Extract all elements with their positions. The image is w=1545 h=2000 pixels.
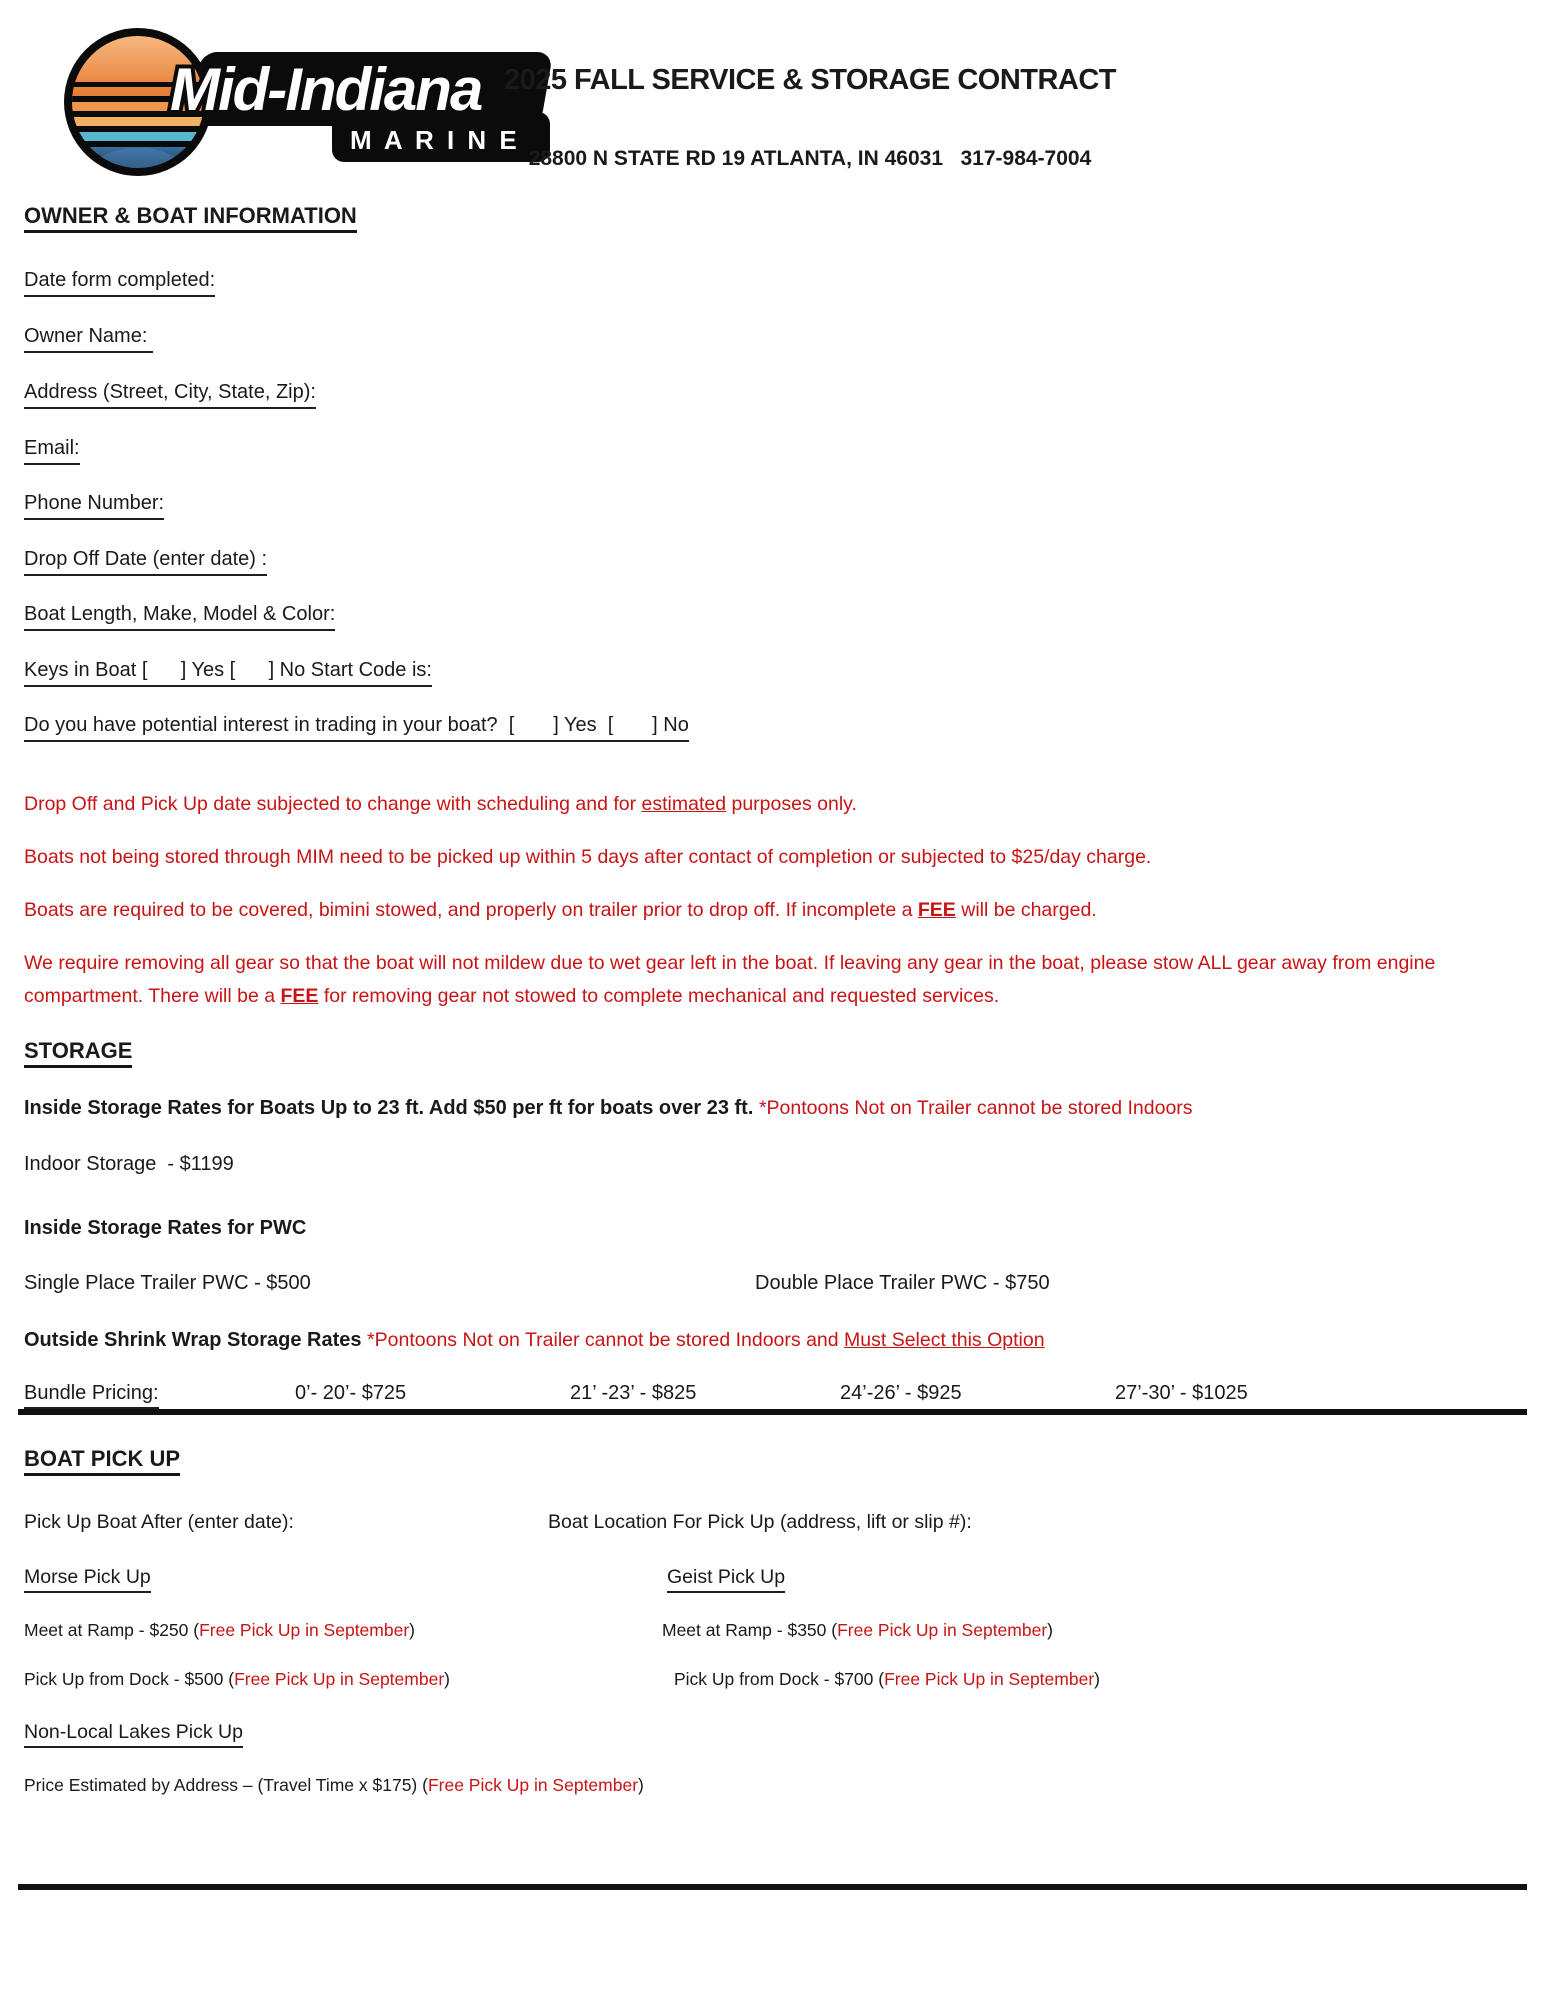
notice-remove-gear: We require removing all gear so that the boat will not mildew due to wet gear left in the boat. If leaving any gear in the boat, please stow ALL gear away from engine compartment. There will be a FEE for removing gear not stowed to complete mechanical and requested services. [24,952,1441,1007]
nonlocal-heading: Non-Local Lakes Pick Up [24,1721,1523,1748]
pickup-labels-row [24,1511,1523,1534]
field-address: Address (Street, City, State, Zip): [24,380,1523,409]
section-heading-storage: STORAGE [24,1038,1523,1068]
doc-title: 2025 FALL SERVICE & STORAGE CONTRACT [503,64,1117,96]
pwc-rates-heading: Inside Storage Rates for PWC [24,1217,307,1239]
geist-dock-rate: Pick Up from Dock - $700 (Free Pick Up in September) [674,1669,1100,1689]
morse-ramp-rate: Meet at Ramp - $250 (Free Pick Up in September) [24,1620,415,1640]
field-boat-info: Boat Length, Make, Model & Color: [24,602,1523,631]
doc-address: 28800 N STATE RD 19 ATLANTA, IN 46031 317-984-7004 [528,147,1092,170]
section-heading-owner [24,203,1523,233]
bundle-tier-3: 24’-26’ - $925 [840,1382,962,1404]
bundle-pricing-row [24,1381,1523,1411]
geist-heading: Geist Pick Up [667,1566,785,1593]
bundle-tier-4: 27’-30’ - $1025 [1115,1382,1248,1404]
pwc-double-rate: Double Place Trailer PWC - $750 [755,1272,1050,1294]
pwc-rates-row [24,1271,1523,1295]
doc-body [24,0,1523,2000]
notice-dates-estimated: Drop Off and Pick Up date subjected to change with scheduling and for estimated purposes only. [24,793,857,815]
divider-rule [18,1409,1527,1415]
shrink-wrap-line: Outside Shrink Wrap Storage Rates *Pontoons Not on Trailer cannot be stored Indoors and Must Select this Option [24,1329,1045,1351]
pickup-location-label: Boat Location For Pick Up (address, lift or slip #): [548,1511,972,1533]
dock-row [24,1669,1523,1690]
marine-wordmark: M A R I N E [350,125,520,155]
nonlocal-price-line: Price Estimated by Address – (Travel Time x $175) (Free Pick Up in September) [24,1775,644,1795]
bottom-rule [18,1884,1527,1890]
field-keys-in-boat: Keys in Boat [ ] Yes [ ] No Start Code is: [24,658,1523,687]
field-dropoff-date: Drop Off Date (enter date) : [24,547,1523,576]
lake-headings-row [24,1566,1523,1593]
pickup-after-label: Pick Up Boat After (enter date): [24,1511,294,1533]
bundle-tier-1: 0’- 20’- $725 [295,1382,407,1404]
field-phone: Phone Number: [24,491,1523,520]
notice-pickup-deadline: Boats not being stored through MIM need to be picked up within 5 days after contact of completion or subjected to $25/day charge. [24,846,1152,868]
field-date-completed: Date form completed: [24,268,1523,297]
bundle-tier-2: 21’ -23’ - $825 [570,1382,697,1404]
morse-dock-rate: Pick Up from Dock - $500 (Free Pick Up in September) [24,1669,450,1689]
morse-heading: Morse Pick Up [24,1566,151,1593]
field-email: Email: [24,436,1523,465]
brand-wordmark: Mid-Indiana [170,56,482,123]
pwc-single-rate: Single Place Trailer PWC - $500 [24,1272,311,1294]
section-heading-owner-text: OWNER & BOAT INFORMATION [24,203,357,233]
storage-rates-line: Inside Storage Rates for Boats Up to 23 ft. Add $50 per ft for boats over 23 ft. *Pontoons Not on Trailer cannot be stored Indoors [24,1097,1193,1119]
notice-covered-trailer: Boats are required to be covered, bimini stowed, and properly on trailer prior to drop off. If incomplete a FEE will be charged. [24,899,1097,921]
field-owner-name: Owner Name: [24,324,1523,353]
field-trade-interest: Do you have potential interest in trading in your boat? [ ] Yes [ ] No [24,713,1523,742]
section-heading-pickup: BOAT PICK UP [24,1446,1523,1476]
bundle-label: Bundle Pricing: [24,1381,159,1409]
geist-ramp-rate: Meet at Ramp - $350 (Free Pick Up in September) [662,1620,1053,1640]
indoor-storage-rate: Indoor Storage - $1199 [24,1153,234,1175]
ramp-row [24,1620,1523,1641]
